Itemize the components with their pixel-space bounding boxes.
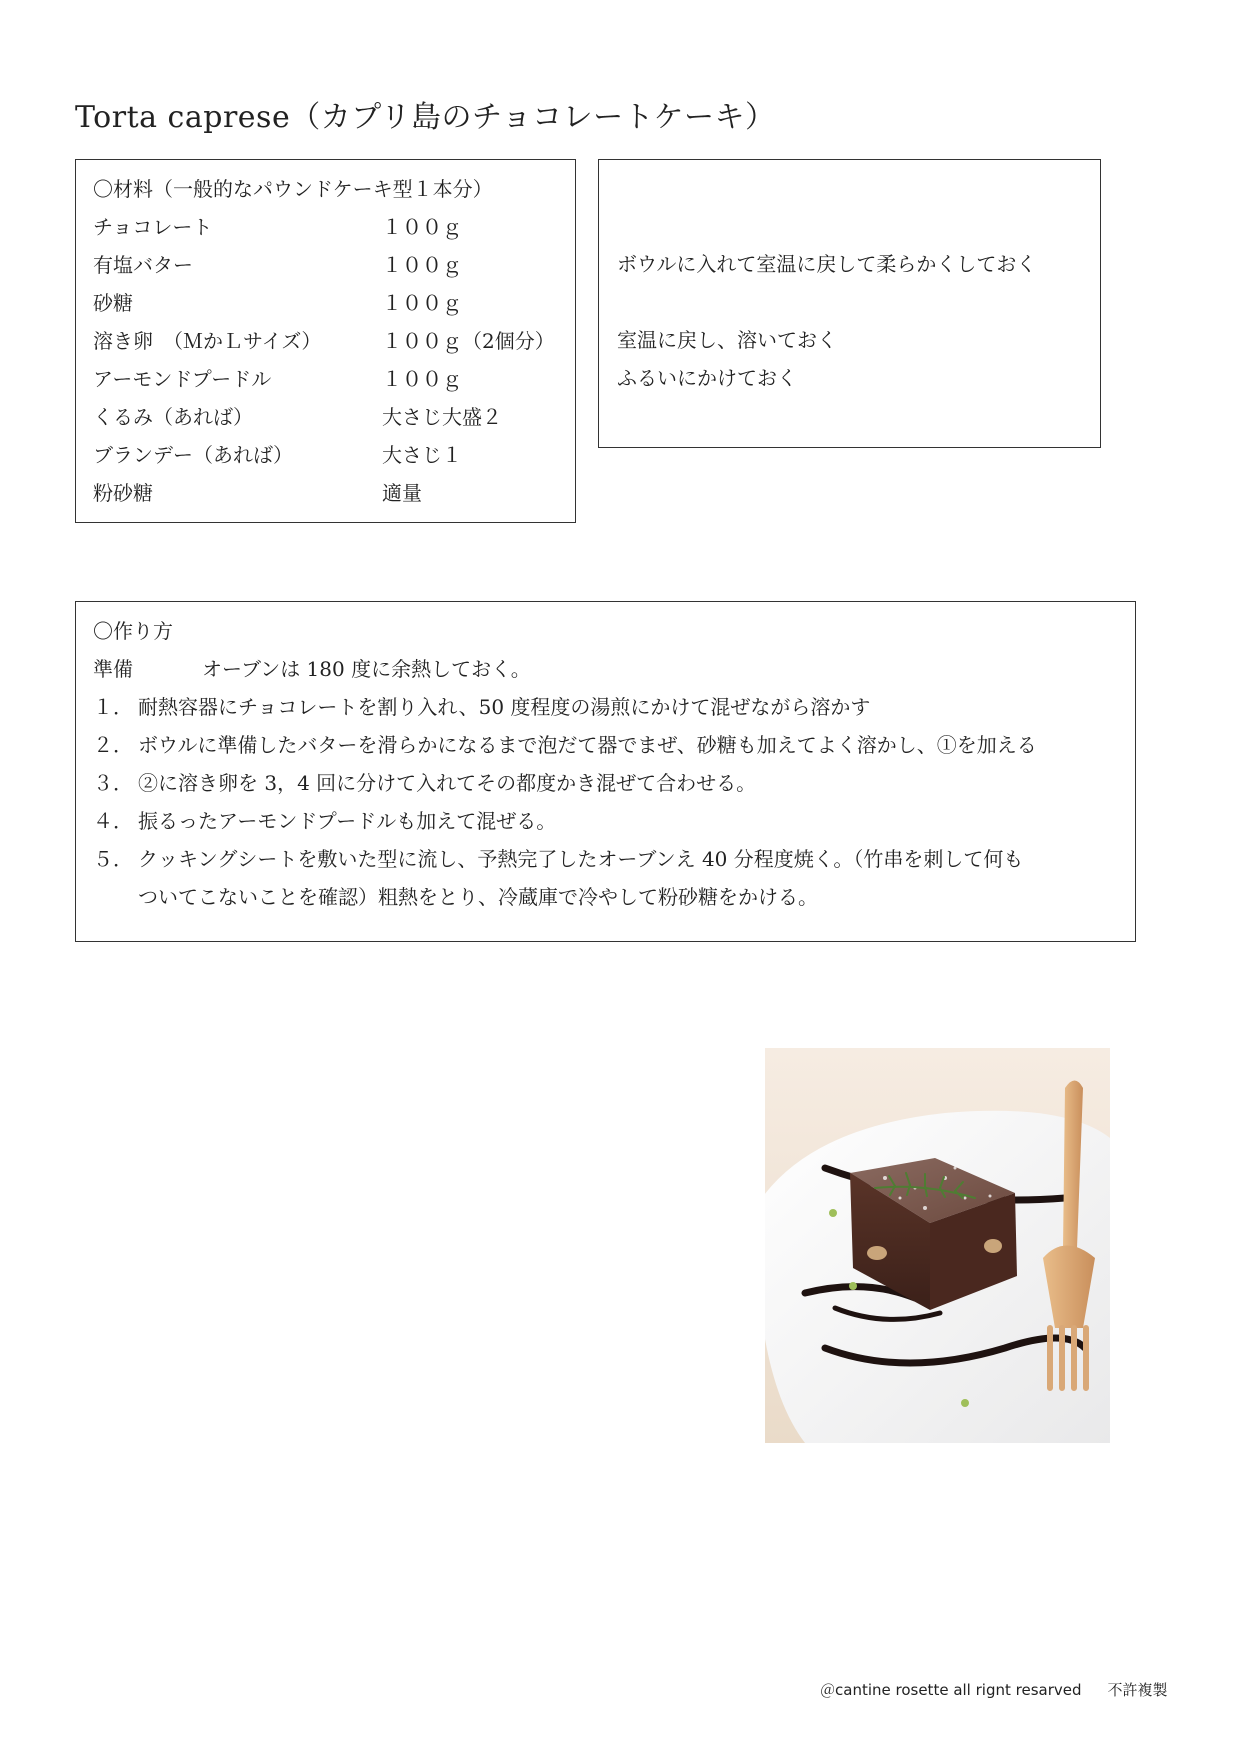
ingredient-row xyxy=(93,325,555,354)
ingredient-name: くるみ（あれば） xyxy=(93,405,253,429)
ingredient-name: 粉砂糖 xyxy=(93,481,153,505)
step-text: 振るったアーモンドプードルも加えて混ぜる。 xyxy=(138,809,557,833)
method-heading: 〇作り方 xyxy=(93,619,173,643)
page-title: Torta caprese（カプリ島のチョコレートケーキ） xyxy=(75,100,776,135)
ingredient-amount: １００ｇ xyxy=(382,215,462,239)
ingredient-amount: １００ｇ xyxy=(382,291,462,315)
step-number: ２． xyxy=(93,733,133,757)
prep-line xyxy=(93,653,531,682)
ingredient-amount: 大さじ大盛２ xyxy=(382,405,502,429)
chocolate-cake-photo xyxy=(765,1048,1110,1443)
pistachio-bit xyxy=(829,1209,837,1217)
ingredient-row xyxy=(93,249,462,278)
prep-label: 準備 xyxy=(93,657,133,681)
reproduction-notice: 不許複製 xyxy=(1107,1681,1168,1699)
ingredient-row xyxy=(93,401,502,430)
walnut-piece xyxy=(867,1246,887,1260)
prep-text: オーブンは 180 度に余熱しておく。 xyxy=(202,657,531,681)
step-text: 耐熱容器にチョコレートを割り入れ、50 度程度の湯煎にかけて混ぜながら溶かす xyxy=(138,695,871,719)
ingredient-row xyxy=(93,211,462,240)
step-continuation: ついてこないことを確認）粗熱をとり、冷蔵庫で冷やして粉砂糖をかける。 xyxy=(138,885,818,909)
prep-note: ボウルに入れて室温に戻して柔らかくしておく xyxy=(617,252,1037,276)
ingredient-name: ブランデー（あれば） xyxy=(93,443,293,467)
step-number: ５． xyxy=(93,847,133,871)
ingredient-amount: 大さじ１ xyxy=(382,443,462,467)
ingredients-heading: 〇材料（一般的なパウンドケーキ型１本分） xyxy=(93,177,493,201)
ingredient-name: アーモンドプードル xyxy=(93,367,272,391)
step-number: １． xyxy=(93,695,133,719)
method-step xyxy=(93,805,556,834)
step-text: クッキングシートを敷いた型に流し、予熱完了したオーブンえ 40 分程度焼く。（竹串を刺して何も xyxy=(138,847,1024,871)
method-step xyxy=(93,691,870,720)
prep-note: ふるいにかけておく xyxy=(617,366,797,390)
ingredient-row xyxy=(93,439,462,468)
ingredient-row xyxy=(93,287,462,316)
ingredient-row xyxy=(93,363,462,392)
step-text: ②に溶き卵を 3，4 回に分けて入れてその都度かき混ぜて合わせる。 xyxy=(138,771,757,795)
cake-illustration xyxy=(765,1048,1110,1443)
footer xyxy=(820,1679,1168,1700)
step-number: ４． xyxy=(93,809,133,833)
ingredient-name: 溶き卵 （ＭかＬサイズ） xyxy=(93,329,322,353)
ingredient-name: 有塩バター xyxy=(93,253,193,277)
prep-note: 室温に戻し、溶いておく xyxy=(617,328,837,352)
method-step xyxy=(93,729,1037,758)
method-step xyxy=(93,843,1023,872)
step-number: ３． xyxy=(93,771,133,795)
prep-notes-box xyxy=(598,159,1101,448)
method-box xyxy=(75,601,1136,942)
ingredient-row xyxy=(93,477,422,506)
step-text: ボウルに準備したバターを滑らかになるまで泡だて器でまぜ、砂糖も加えてよく溶かし、①を加える xyxy=(138,733,1037,757)
ingredient-amount: １００ｇ（2個分） xyxy=(382,329,555,353)
ingredient-name: チョコレート xyxy=(93,215,213,239)
ingredients-box xyxy=(75,159,576,523)
copyright-text: ＠cantine rosette all rignt resarved xyxy=(820,1681,1082,1699)
method-step xyxy=(93,767,756,796)
ingredient-amount: １００ｇ xyxy=(382,367,462,391)
ingredient-amount: １００ｇ xyxy=(382,253,462,277)
ingredient-amount: 適量 xyxy=(382,481,422,505)
ingredient-name: 砂糖 xyxy=(93,291,133,315)
